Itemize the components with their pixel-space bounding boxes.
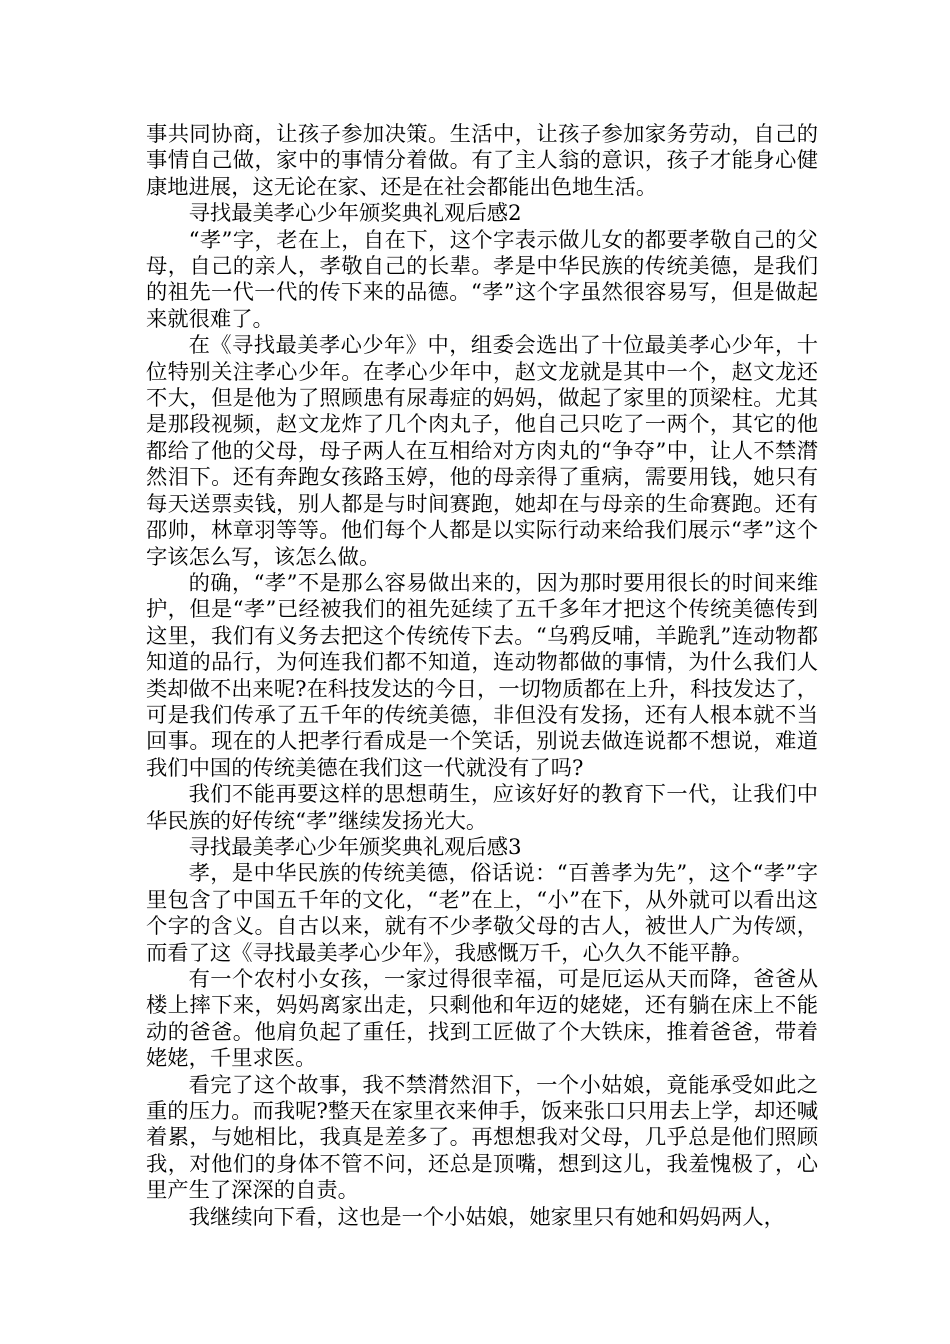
paragraph: 有一个农村小女孩，一家过得很幸福，可是厄运从天而降，爸爸从楼上摔下来，妈妈离家出走，只剩他和年迈的姥姥，还有躺在床上不能动的爸爸。他肩负起了重任，找到工匠做了个大铁床，推着爸爸，带着姥姥，千里求医。 bbox=[146, 967, 818, 1072]
paragraph: 在《寻找最美孝心少年》中，组委会选出了十位最美孝心少年，十位特别关注孝心少年。在孝心少年中，赵文龙就是其中一个，赵文龙还不大，但是他为了照顾患有尿毒症的妈妈，做起了家里的顶梁柱。尤其是那段视频，赵文龙炸了几个肉丸子，他自己只吃了一两个，其它的他都给了他的父母，母子两人在互相给对方肉丸的“争夺”中，让人不禁潸然泪下。还有奔跑女孩路玉婷，他的母亲得了重病，需要用钱，她只有每天送票卖钱，别人都是与时间赛跑，她却在与母亲的生命赛跑。还有邵帅，林章羽等等。他们每个人都是以实际行动来给我们展示“孝”这个字该怎么写，该怎么做。 bbox=[146, 333, 818, 570]
paragraph: 孝，是中华民族的传统美德，俗话说：“百善孝为先”，这个“孝”字里包含了中国五千年的文化，“老”在上，“小”在下，从外就可以看出这个字的含义。自古以来，就有不少孝敬父母的古人，被世人广为传颂，而看了这《寻找最美孝心少年》，我感慨万千，心久久不能平静。 bbox=[146, 861, 818, 966]
paragraph-continuation: 事共同协商，让孩子参加决策。生活中，让孩子参加家务劳动，自己的事情自己做，家中的事情分着做。有了主人翁的意识，孩子才能身心健康地进展，这无论在家、还是在社会都能出色地生活。 bbox=[146, 122, 818, 200]
paragraph: “孝”字，老在上，自在下，这个字表示做儿女的都要孝敬自己的父母，自己的亲人，孝敬自己的长辈。孝是中华民族的传统美德，是我们的祖先一代一代的传下来的品德。“孝”这个字虽然很容易写，但是做起来就很难了。 bbox=[146, 227, 818, 332]
section-heading-2: 寻找最美孝心少年颁奖典礼观后感2 bbox=[188, 201, 522, 227]
paragraph: 的确，“孝”不是那么容易做出来的，因为那时要用很长的时间来维护，但是“孝”已经被我们的祖先延续了五千多年才把这个传统美德传到这里，我们有义务去把这个传统传下去。“乌鸦反哺，羊跪乳”连动物都知道的品行，为何连我们都不知道，连动物都做的事情，为什么我们人类却做不出来呢?在科技发达的今日，一切物质都在上升，科技发达了，可是我们传承了五千年的传统美德，非但没有发扬，还有人根本就不当回事。现在的人把孝行看成是一个笑话，别说去做连说都不想说，难道我们中国的传统美德在我们这一代就没有了吗? bbox=[146, 570, 818, 781]
paragraph: 我继续向下看，这也是一个小姑娘，她家里只有她和妈妈两人， bbox=[188, 1204, 785, 1230]
paragraph: 看完了这个故事，我不禁潸然泪下，一个小姑娘，竟能承受如此之重的压力。而我呢?整天在家里衣来伸手，饭来张口只用去上学，却还喊着累，与她相比，我真是差多了。再想想我对父母，几乎总是他们照顾我，对他们的身体不管不问，还总是顶嘴，想到这儿，我羞愧极了，心里产生了深深的自责。 bbox=[146, 1072, 818, 1204]
paragraph: 我们不能再要这样的思想萌生，应该好好的教育下一代，让我们中华民族的好传统“孝”继续发扬光大。 bbox=[146, 782, 818, 834]
section-heading-3: 寻找最美孝心少年颁奖典礼观后感3 bbox=[188, 834, 522, 860]
document-page bbox=[146, 122, 818, 1231]
